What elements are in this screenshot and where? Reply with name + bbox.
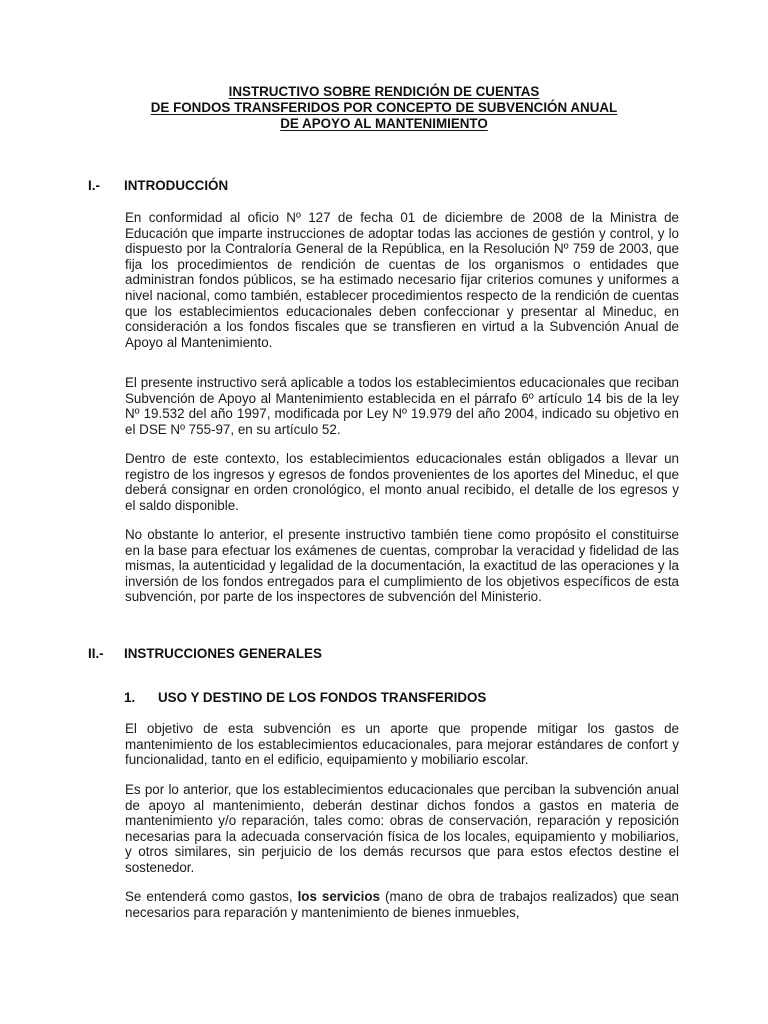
general-paragraph-3-start: Se entenderá como gastos, [125,889,298,904]
section-1-heading [88,178,228,194]
title-line-1: INSTRUCTIVO SOBRE RENDICIÓN DE CUENTAS [228,84,540,99]
subsection-1-title: USO Y DESTINO DE LOS FONDOS TRANSFERIDOS [158,690,487,705]
intro-paragraph-2: El presente instructivo será aplicable a todos los establecimientos educacionales que reciban Subvención de Apoyo al Mantenimiento establecida en el párrafo 6º artículo 14 bis de la ley Nº 19.532 del año 1997, modificada por Ley Nº 19.979 del año 2004, indicado su objetivo en el DSE Nº 755-97, en su artículo 52. [125,375,679,437]
los-servicios-bold: los servicios [297,889,380,904]
general-paragraph-2: Es por lo anterior, que los establecimientos educacionales que perciban la subvención anual de apoyo al mantenimiento, deberán destinar dichos fondos a gastos en materia de mantenimiento y/o reparación, tales como: obras de conservación, reparación y reposición necesarias para la adecuada conservación física de los locales, equipamiento y mobiliarios, y otros similares, sin perjuicio de los demás recursos que para estos efectos destine el sostenedor. [125,782,679,875]
document-title [0,84,768,132]
intro-paragraph-1: En conformidad al oficio Nº 127 de fecha 01 de diciembre de 2008 de la Ministra de Educación que imparte instrucciones de adoptar todas las acciones de gestión y control, y lo dispuesto por la Contraloría General de la República, en la Resolución Nº 759 de 2003, que fija los procedimientos de rendición de cuentas de los organismos o entidades que administran fondos públicos, se ha estimado necesario fijar criterios comunes y uniformes a nivel nacional, como también, establecer procedimientos respecto de la rendición de cuentas que los establecimientos educacionales deben confeccionar y presentar al Mineduc, en consideración a los fondos fiscales que se transfieren en virtud a la Subvención Anual de Apoyo al Mantenimiento. [125,210,679,350]
section-2-heading [88,646,322,662]
general-paragraph-1: El objetivo de esta subvención es un aporte que propende mitigar los gastos de mantenimiento de los establecimientos educacionales, para mejorar estándares de confort y funcionalidad, tanto en el edificio, equipamiento y mobiliario escolar. [125,721,679,768]
section-1-title: INTRODUCCIÓN [124,178,229,193]
title-line-3: DE APOYO AL MANTENIMIENTO [280,116,488,131]
subsection-1-number: 1. [124,690,136,705]
section-2-title: INSTRUCCIONES GENERALES [124,646,322,661]
general-paragraph-3 [125,889,679,920]
intro-paragraph-4: No obstante lo anterior, el presente instructivo también tiene como propósito el constituirse en la base para efectuar los exámenes de cuentas, comprobar la veracidad y fidelidad de las mismas, la autenticidad y legalidad de la documentación, la exactitud de las operaciones y la inversión de los fondos entregados para el cumplimiento de los objetivos específicos de esta subvención, por parte de los inspectores de subvención del Ministerio. [125,527,679,605]
section-1-number: I.- [88,178,100,193]
intro-paragraph-3: Dentro de este contexto, los establecimientos educacionales están obligados a llevar un registro de los ingresos y egresos de fondos provenientes de los aportes del Mineduc, el que deberá consignar en orden cronológico, el monto anual recibido, el detalle de los egresos y el saldo disponible. [125,451,679,513]
section-2-number: II.- [88,646,104,661]
subsection-1-heading [124,690,486,706]
general-paragraph-3-end: (mano de obra de trabajos realizados) que sean necesarios para reparación y mantenimiento de bienes inmuebles, [125,889,679,920]
title-line-2: DE FONDOS TRANSFERIDOS POR CONCEPTO DE SUBVENCIÓN ANUAL [150,100,618,115]
